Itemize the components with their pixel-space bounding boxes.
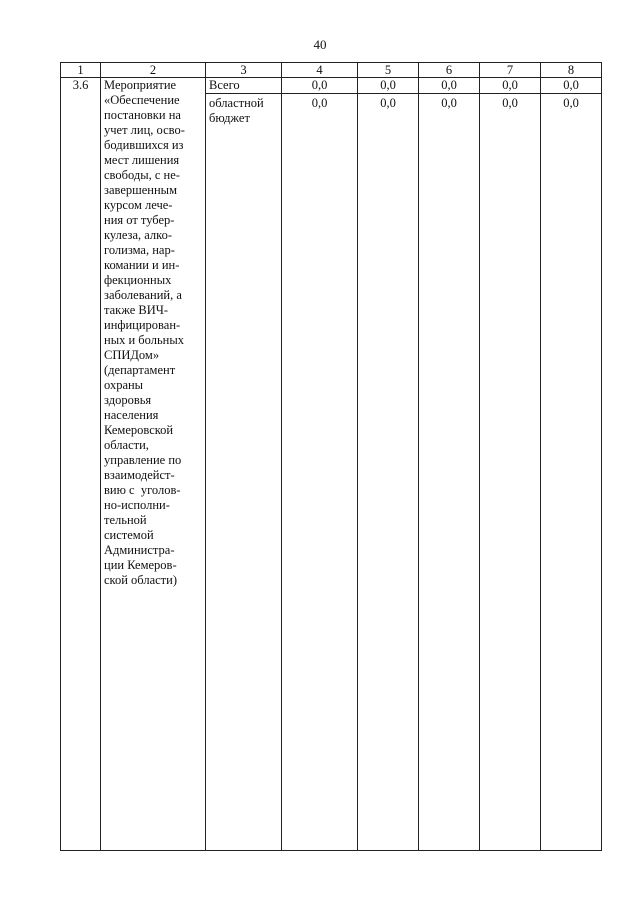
value-regional-col-6: 0,0 (419, 94, 480, 851)
header-row (61, 63, 602, 78)
header-col-7: 7 (480, 63, 541, 78)
description-line: «Обеспечение (104, 93, 180, 107)
description-line: заболеваний, а (104, 288, 182, 302)
header-col-5: 5 (358, 63, 419, 78)
value-regional-col-8: 0,0 (541, 94, 602, 851)
header-col-2: 2 (101, 63, 206, 78)
description-line: ных и больных (104, 333, 184, 347)
description-line: постановки на (104, 108, 181, 122)
header-col-4: 4 (282, 63, 358, 78)
description-line: также ВИЧ- (104, 303, 169, 317)
funding-source-regional: областной бюджет (206, 94, 282, 851)
description-line: учет лиц, осво- (104, 123, 185, 137)
row-number: 3.6 (61, 78, 101, 851)
value-total-col-4: 0,0 (282, 78, 358, 94)
description-line: свободы, с не- (104, 168, 180, 182)
description-line: ния от тубер- (104, 213, 175, 227)
description-line: ской области) (104, 573, 177, 587)
description-line: взаимодейст- (104, 468, 175, 482)
description-line: комании и ин- (104, 258, 180, 272)
value-total-col-8: 0,0 (541, 78, 602, 94)
table-row-total (61, 78, 602, 94)
description-line: (департамент (104, 363, 176, 377)
header-col-8: 8 (541, 63, 602, 78)
page-number: 40 (313, 37, 327, 52)
header-col-3: 3 (206, 63, 282, 78)
description-line: бодившихся из (104, 138, 184, 152)
description-line: области, (104, 438, 149, 452)
description-line: вию с уголов- (104, 483, 181, 497)
description-line: фекционных (104, 273, 172, 287)
description-line: Администра- (104, 543, 175, 557)
funding-source-total: Всего (206, 78, 282, 94)
value-regional-col-7: 0,0 (480, 94, 541, 851)
description-line: тельной (104, 513, 147, 527)
description-line: голизма, нар- (104, 243, 175, 257)
description-line: управление по (104, 453, 182, 467)
measure-description-lines (104, 78, 202, 588)
description-line: охраны (104, 378, 144, 392)
value-regional-col-4: 0,0 (282, 94, 358, 851)
description-line: населения (104, 408, 159, 422)
budget-table (60, 62, 602, 851)
description-line: Мероприятие (104, 78, 177, 92)
header-col-6: 6 (419, 63, 480, 78)
description-line: курсом лече- (104, 198, 173, 212)
value-total-col-7: 0,0 (480, 78, 541, 94)
description-line: завершенным (104, 183, 177, 197)
description-line: Кемеровской (104, 423, 174, 437)
description-line: здоровья (104, 393, 152, 407)
measure-description (101, 78, 206, 851)
description-line: СПИДом» (104, 348, 160, 362)
value-total-col-6: 0,0 (419, 78, 480, 94)
value-total-col-5: 0,0 (358, 78, 419, 94)
description-line: ции Кемеров- (104, 558, 177, 572)
description-line: инфицирован- (104, 318, 181, 332)
description-line: но-исполни- (104, 498, 170, 512)
header-col-1: 1 (61, 63, 101, 78)
description-line: системой (104, 528, 154, 542)
description-line: мест лишения (104, 153, 180, 167)
description-line: кулеза, алко- (104, 228, 173, 242)
value-regional-col-5: 0,0 (358, 94, 419, 851)
